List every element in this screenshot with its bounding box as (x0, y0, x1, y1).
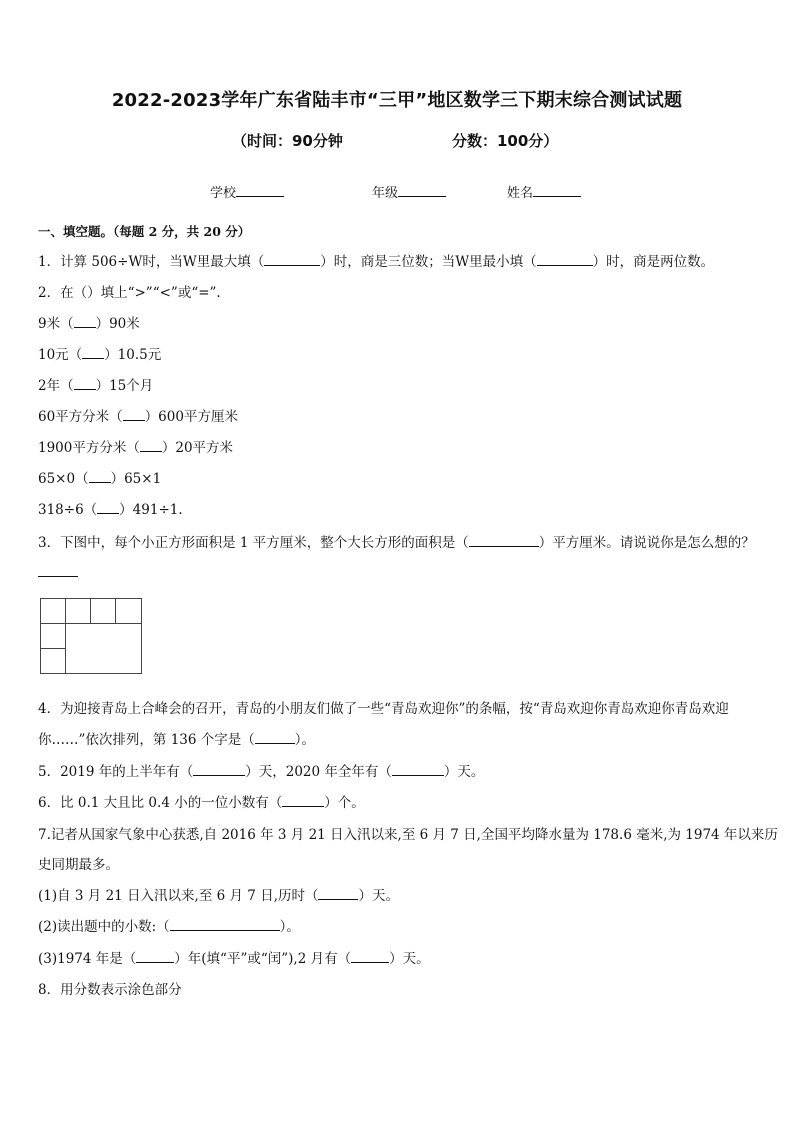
q1-text-b: ）时，商是三位数；当W里最小填（ (320, 254, 537, 270)
q5-text-b: ）天，2020 年全年有（ (245, 764, 392, 780)
q2-blank (74, 316, 96, 328)
q4-text-a: 你……”依次排列，第 136 个字是（ (38, 732, 255, 748)
q7-p3-blank-1 (136, 951, 174, 963)
q2-item (38, 405, 238, 425)
q2-item (38, 498, 183, 518)
q2-item-left: 318÷6（ (38, 502, 98, 518)
question-6 (38, 791, 365, 811)
q2-blank (89, 471, 111, 483)
q2-item-left: 60平方分米（ (38, 409, 123, 425)
q7-p2-text-b: ）。 (279, 919, 300, 935)
name-label: 姓名 (507, 186, 534, 201)
q2-blank (97, 502, 119, 514)
grade-field (372, 182, 446, 201)
q7-p3-text-c: ）天。 (389, 951, 430, 967)
q3-text-a: 3．下图中，每个小正方形面积是 1 平方厘米，整个大长方形的面积是（ (38, 535, 469, 551)
q4-blank (255, 732, 295, 744)
section-1-heading: 一、填空题。（每题 2 分，共 20 分） (38, 224, 251, 239)
question-5 (38, 760, 484, 780)
q7-p3-text-b: ）年(填“平”或“闰”),2 月有（ (174, 951, 352, 967)
q2-blank (140, 440, 162, 452)
q3-blank (469, 535, 539, 547)
q1-text-a: 1．计算 506÷W时，当W里最大填（ (38, 254, 265, 270)
q2-item-right: ）65×1 (110, 471, 162, 487)
q1-blank-1 (264, 254, 320, 266)
school-blank (236, 184, 284, 197)
question-1 (38, 250, 714, 270)
name-blank (533, 184, 581, 197)
q2-blank (82, 347, 104, 359)
q5-blank-1 (193, 764, 245, 776)
question-4-line-2 (38, 728, 315, 748)
exam-score: 分数：100分） (452, 132, 559, 150)
grade-label: 年级 (372, 186, 399, 201)
q2-item-left: 9米（ (38, 316, 74, 332)
q2-item-left: 65×0（ (38, 471, 89, 487)
q2-item (38, 343, 161, 363)
q7-p1-text-a: (1)自 3 月 21 日入汛以来,至 6 月 7 日,历时（ (38, 888, 319, 904)
question-7-part-3 (38, 947, 430, 967)
q2-item-right: ）10.5元 (104, 347, 162, 363)
q1-blank-2 (537, 254, 593, 266)
grade-blank (398, 184, 446, 197)
school-field (210, 182, 284, 201)
q7-p3-text-a: (3)1974 年是（ (38, 951, 137, 967)
question-7-line-1: 7.记者从国家气象中心获悉,自 2016 年 3 月 21 日入汛以来,至 6 月 7 日,全国平均降水量为 178.6 毫米,为 1974 年以来历 (38, 827, 778, 843)
q6-text-a: 6．比 0.1 大且比 0.4 小的一位小数有（ (38, 795, 283, 811)
q7-p1-blank (318, 888, 358, 900)
q2-item-right: ）90米 (95, 316, 140, 332)
q2-item-left: 1900平方分米（ (38, 440, 140, 456)
name-field (507, 182, 581, 201)
q6-blank (282, 795, 324, 807)
q5-blank-2 (392, 764, 444, 776)
q7-p3-blank-2 (351, 951, 389, 963)
q2-blank (123, 409, 145, 421)
q2-item-left: 10元（ (38, 347, 83, 363)
question-3 (38, 531, 755, 551)
q7-p2-blank (170, 919, 280, 931)
q3-answer-line (38, 576, 78, 577)
q5-text-a: 5．2019 年的上半年有（ (38, 764, 194, 780)
question-4-line-1: 4．为迎接青岛上合峰会的召开，青岛的小朋友们做了一些“青岛欢迎你”的条幅，按“青岛欢迎你青岛欢迎你青岛欢迎 (38, 701, 729, 717)
q2-item-right: ）491÷1. (119, 502, 183, 518)
q7-p1-text-b: ）天。 (358, 888, 399, 904)
question-7-line-2: 史同期最多。 (38, 857, 119, 873)
school-label: 学校 (210, 186, 237, 201)
question-2-intro: 2．在（）填上“>”“<”或“=”. (38, 285, 221, 301)
question-7-part-2 (38, 915, 300, 935)
q2-blank (74, 378, 96, 390)
q4-text-b: ）。 (294, 732, 316, 748)
rectangle-grid-figure (40, 598, 142, 674)
question-7-part-1 (38, 884, 399, 904)
page-title: 2022-2023学年广东省陆丰市“三甲”地区数学三下期末综合测试试题 (111, 90, 683, 111)
q2-item-left: 2年（ (38, 378, 74, 394)
q5-text-c: ）天。 (443, 764, 485, 780)
q1-text-c: ）时，商是两位数。 (592, 254, 715, 270)
q2-item-right: ）20平方米 (161, 440, 234, 456)
q2-item-right: ）600平方厘米 (144, 409, 238, 425)
exam-time: （时间：90分钟 (232, 132, 343, 150)
q3-text-b: ）平方厘米。请说说你是怎么想的？ (538, 535, 755, 551)
q2-item (38, 467, 161, 487)
q2-item-right: ）15个月 (95, 378, 154, 394)
q6-text-b: ）个。 (324, 795, 365, 811)
q2-item (38, 436, 233, 456)
q2-item (38, 374, 153, 394)
question-8: 8．用分数表示涂色部分 (38, 982, 182, 998)
q2-item (38, 312, 140, 332)
q7-p2-text-a: (2)读出题中的小数:（ (38, 919, 170, 935)
